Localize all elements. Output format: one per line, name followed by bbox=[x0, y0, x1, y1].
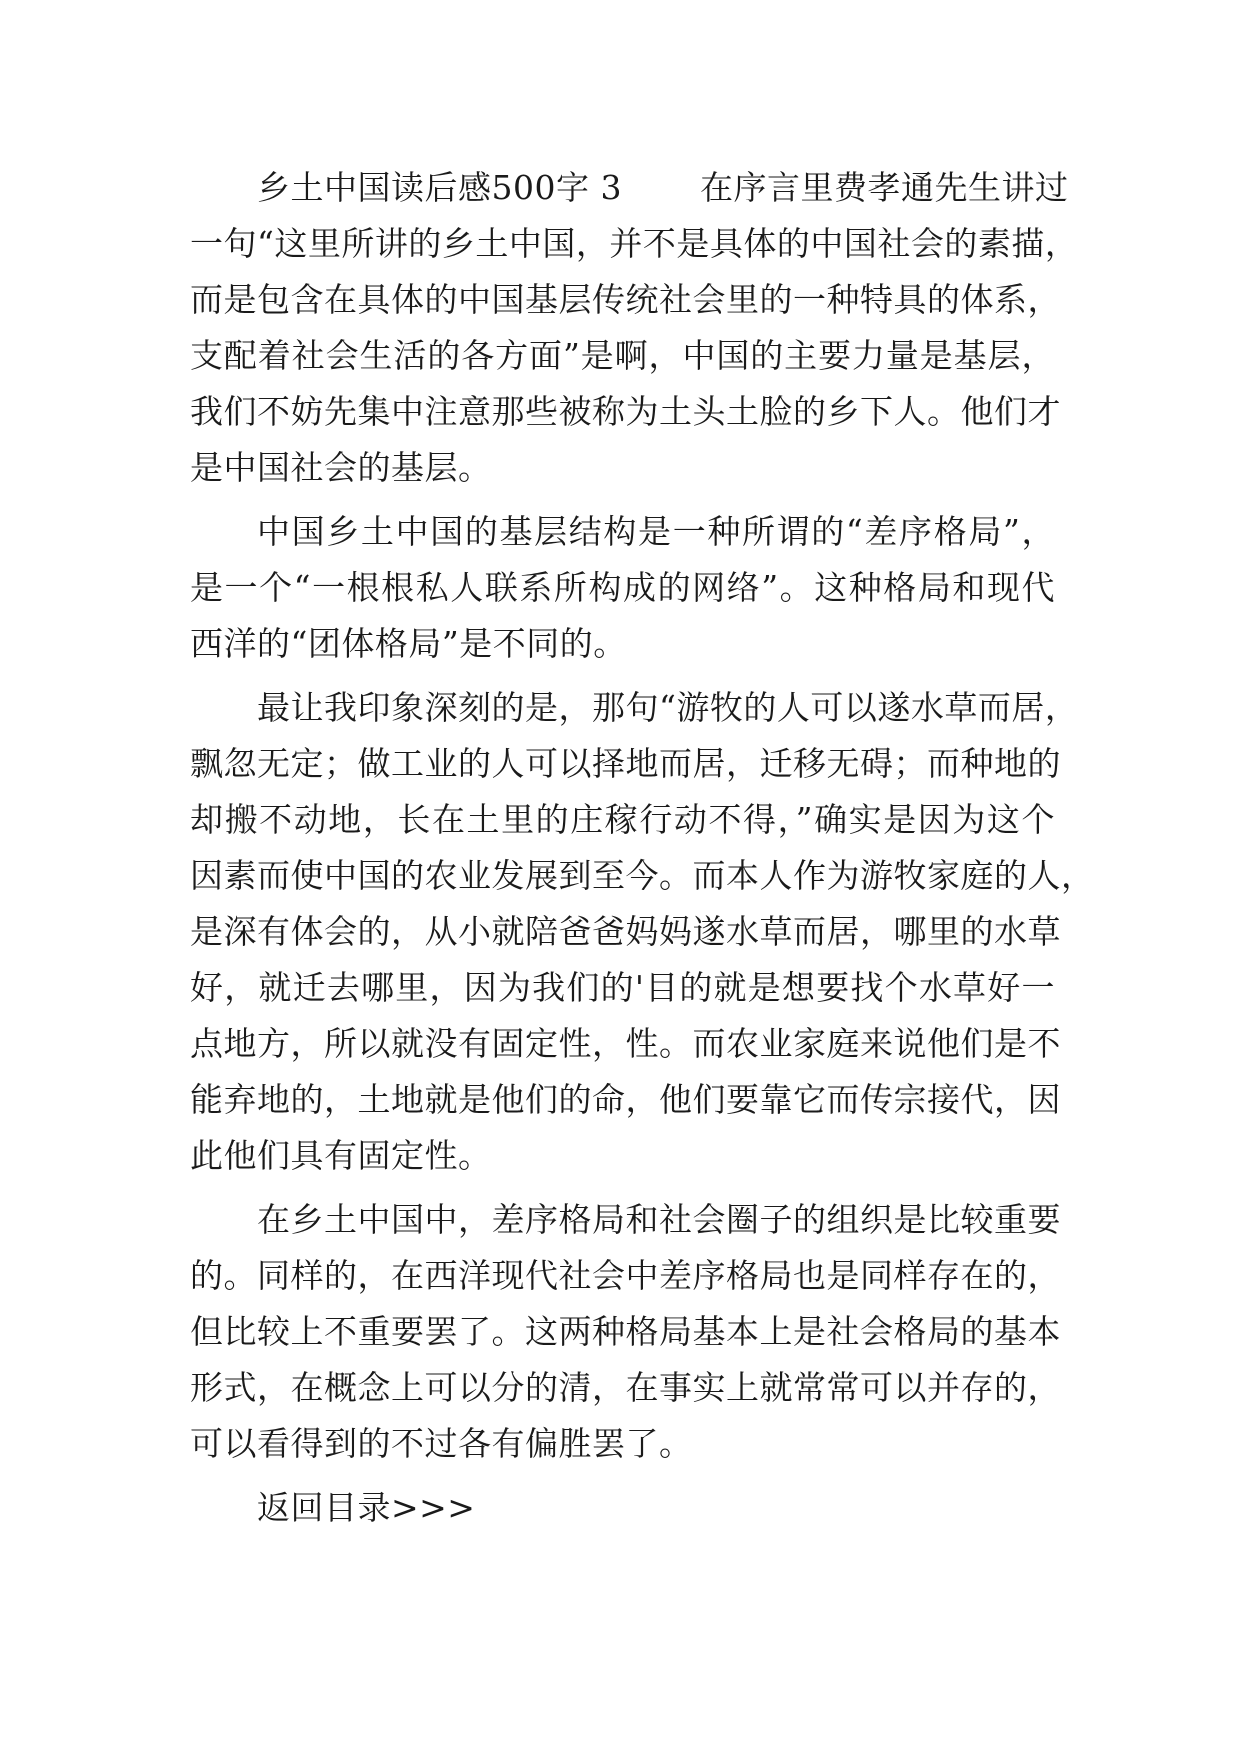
text-line: 乡土中国读后感500字 3 在序言里费孝通先生讲过 bbox=[257, 168, 1069, 207]
text-line: 的。同样的，在西洋现代社会中差序格局也是同样存在的， bbox=[190, 1256, 1061, 1295]
text-line: 好，就迁去哪里，因为我们的'目的就是想要找个水草好一 bbox=[190, 968, 1055, 1007]
text-line: 在乡土中国中，差序格局和社会圈子的组织是比较重要 bbox=[257, 1200, 1061, 1239]
text-line: 此他们具有固定性。 bbox=[190, 1136, 492, 1175]
text-line: 是深有体会的，从小就陪爸爸妈妈遂水草而居，哪里的水草 bbox=[190, 912, 1061, 951]
text-line: 形式，在概念上可以分的清，在事实上就常常可以并存的， bbox=[190, 1368, 1061, 1407]
text-line: 能弃地的，土地就是他们的命，他们要靠它而传宗接代，因 bbox=[190, 1080, 1061, 1119]
back-to-contents-link[interactable]: 返回目录>>> bbox=[257, 1488, 476, 1527]
text-line: 飘忽无定；做工业的人可以择地而居，迁移无碍；而种地的 bbox=[190, 744, 1061, 783]
text-line: 最让我印象深刻的是，那句“游牧的人可以遂水草而居， bbox=[257, 688, 1079, 727]
text-line: 西洋的“团体格局”是不同的。 bbox=[190, 624, 627, 663]
text-line: 可以看得到的不过各有偏胜罢了。 bbox=[190, 1424, 693, 1463]
text-line: 而是包含在具体的中国基层传统社会里的一种特具的体系， bbox=[190, 280, 1061, 319]
text-line: 我们不妨先集中注意那些被称为土头土脸的乡下人。他们才 bbox=[190, 392, 1061, 431]
text-line: 是一个“一根根私人联系所构成的网络”。这种格局和现代 bbox=[190, 568, 1055, 607]
text-line: 支配着社会生活的各方面”是啊，中国的主要力量是基层， bbox=[190, 336, 1055, 375]
text-line: 是中国社会的基层。 bbox=[190, 448, 492, 487]
text-line: 中国乡土中国的基层结构是一种所谓的“差序格局”， bbox=[257, 512, 1055, 551]
text-line: 因素而使中国的农业发展到至今。而本人作为游牧家庭的人， bbox=[190, 856, 1095, 895]
text-line: 却搬不动地，长在土里的庄稼行动不得，”确实是因为这个 bbox=[190, 800, 1055, 839]
text-line: 但比较上不重要罢了。这两种格局基本上是社会格局的基本 bbox=[190, 1312, 1061, 1351]
text-line: 点地方，所以就没有固定性，性。而农业家庭来说他们是不 bbox=[190, 1024, 1061, 1063]
text-line: 一句“这里所讲的乡土中国，并不是具体的中国社会的素描， bbox=[190, 224, 1079, 263]
